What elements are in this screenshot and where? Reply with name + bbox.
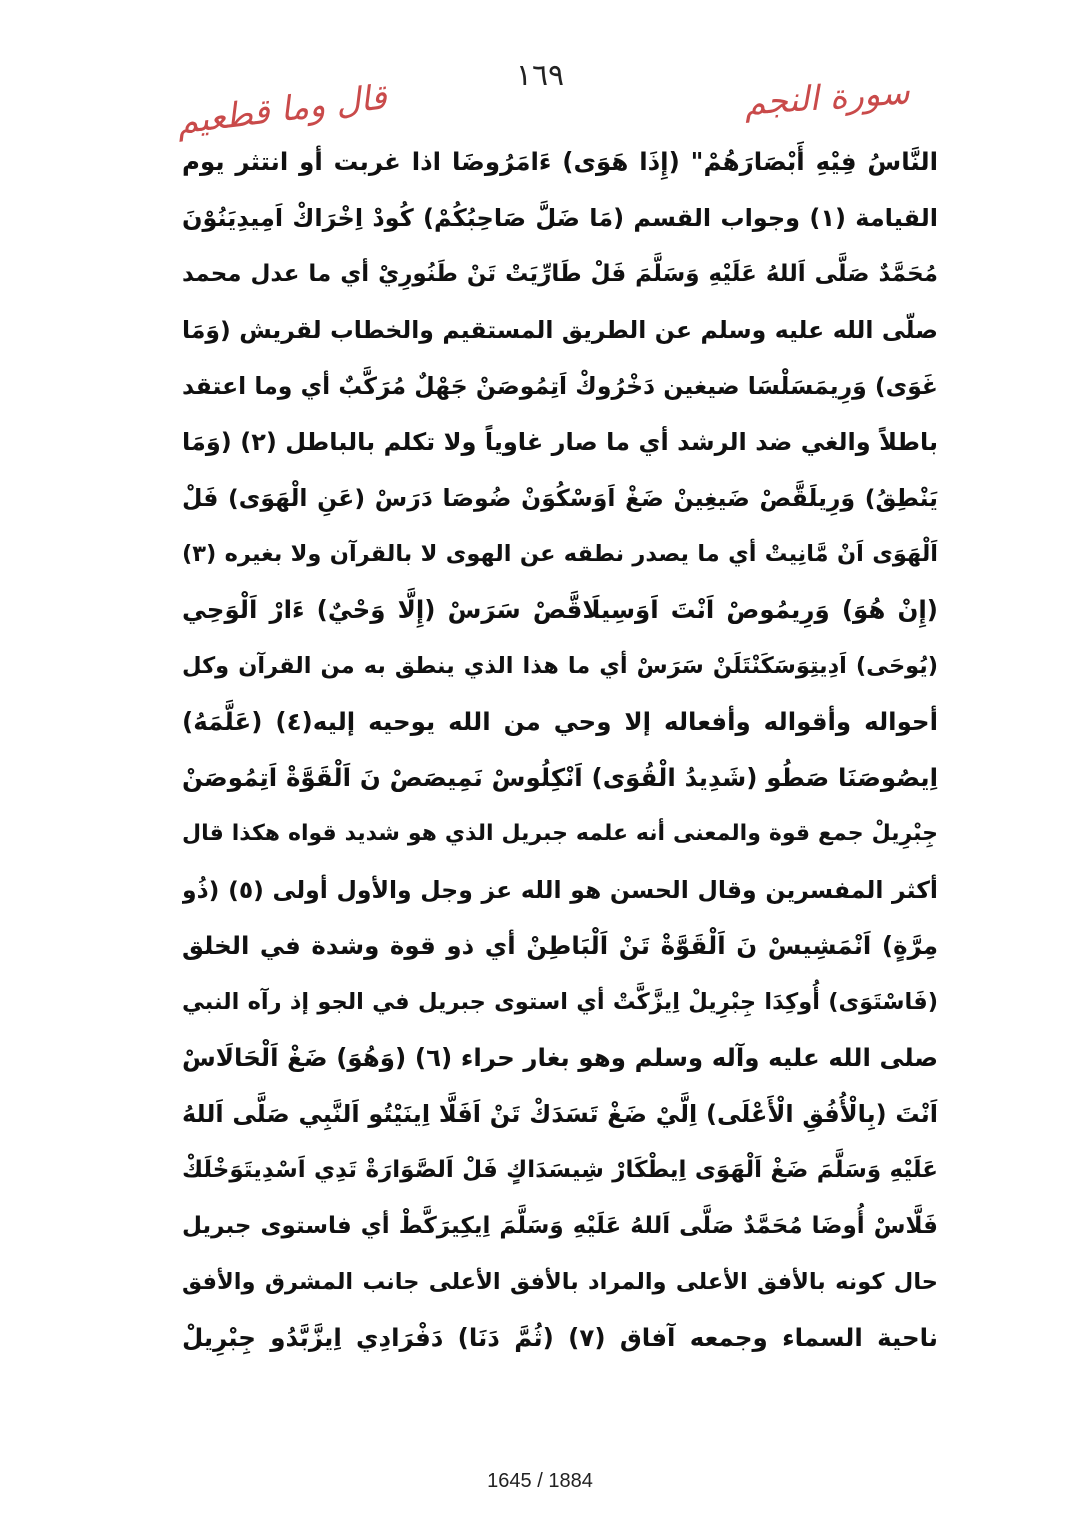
text-line: جِبْرِيلْ جمع قوة والمعنى أنه علمه جبريل الذي هو شديد قواه هكذا قال: [182, 821, 938, 846]
text-line: صلّى الله عليه وسلم عن الطريق المستقيم والخطاب لقريش (وَمَا: [182, 316, 938, 344]
text-line: يَنْطِقُ) وَرِيلَقَّصْ ضَيغِينْ ضَغْ اَوَسْكُوَنْ ضُوصَا دَرَسْ (عَنِ الْهَوَى) فَلْ: [182, 484, 938, 512]
text-line: اَلْهَوَى اَنْ مَّانِيتْ أي ما يصدر نطقه عن الهوى لا بالقرآن ولا بغيره (٣): [182, 541, 938, 567]
page-number: ١٦٩: [515, 58, 565, 93]
handwritten-margin-note: قال وما قطعيم: [174, 77, 390, 143]
text-line: القيامة (١) وجواب القسم (مَا ضَلَّ صَاحِبُكُمْ) كُودْ اِخْرَاكْ اَمِيدِيَنُوْنَ: [182, 204, 938, 232]
text-line: ناحية السماء وجمعه آفاق (٧) (ثُمَّ دَنَا) دَفْرَادِي اِيزَّبَّدُو جِبْرِيلْ: [182, 1323, 938, 1352]
document-body: [182, 134, 938, 1366]
text-line: اِيصُوصَنَا صَطُو (شَدِيدُ الْقُوَى) اَنْكِلُوسْ نَمِيصَصْ نَ اَلْقَوَّةْ اَتِمُوصَنْ: [182, 763, 938, 792]
text-line: عَلَيْهِ وَسَلَّمَ ضَغْ اَلْهَوَى اِيطْكَارْ شِيسَدَاكٍ فَلْ اَلصَّوَارَةْ تَدِي اَسْدِيتَوَخْلَكْ: [182, 1157, 938, 1183]
text-line: حال كونه بالأفق الأعلى والمراد بالأفق الأعلى جانب المشرق والأفق: [182, 1269, 938, 1295]
text-line: صلى الله عليه وآله وسلم وهو بغار حراء (٦) (وَهُوَ) ضَغْ اَلْحَالَاسْ: [182, 1043, 938, 1072]
text-line: غَوَى) وَرِيمَسَلْسَا ضيغين دَخْرُوكْ اَتِمُوصَنْ جَهْلٌ مُرَكَّبٌ أي وما اعتقد: [182, 372, 938, 400]
text-line: باطلاً والغي ضد الرشد أي ما صار غاوياً ولا تكلم بالباطل (٢) (وَمَا: [182, 428, 938, 456]
page-counter: 1645 / 1884: [487, 1470, 593, 1492]
text-line: اَنْتَ (بِالْأُفُقِ الْأَعْلَى) اِلَّيْ ضَغْ تَسَدَكْ تَنْ اَفَلَّا اِينَيْتُو اَلنَّبِي صَلَّى اَللهُ: [182, 1100, 938, 1128]
text-line: أحواله وأقواله وأفعاله إلا وحي من الله يوحيه إليه(٤) (عَلَّمَهُ): [182, 707, 938, 736]
handwritten-surah-note: سورة النجم: [743, 72, 912, 124]
text-line: فَلَّاسْ أُوضَا مُحَمَّدٌ صَلَّى اَللهُ عَلَيْهِ وَسَلَّمَ اِيكِيرَكَّطْ أي فاستوى جبريل: [182, 1213, 938, 1239]
text-line: (إِنْ هُوَ) وَرِيمُوصْ اَنْتَ اَوَسِيلَاقَّصْ سَرَسْ (إِلَّا وَحْيٌ) ءَارْ اَلْوَحِي: [182, 595, 938, 624]
text-line: أكثر المفسرين وقال الحسن هو الله عز وجل والأول أولى (٥) (ذُو: [182, 876, 938, 904]
text-line: النَّاسُ فِيْهِ أَبْصَارَهُمْ" (إِذَا هَوَى) ءَامَرُوضَا اذا غربت أو انتثر يوم: [182, 147, 938, 176]
text-line: (يُوحَى) اَدِيتِوَسَكَنْتَلَنْ سَرَسْ أي ما هذا الذي ينطق به من القرآن وكل: [182, 653, 938, 679]
text-line: (فَاسْتَوَى) أُوكِدَا جِبْرِيلْ اِيزَّكَّتْ أي استوى جبريل في الجو إذ رآه النبي: [182, 989, 938, 1015]
text-line: مُحَمَّدٌ صَلَّى اَللهُ عَلَيْهِ وَسَلَّمَ فَلْ طَارِّيَتْ تَنْ طَنُورِيْ أي ما عدل محمد: [182, 261, 938, 287]
text-line: مِرَّةٍ) اَنْمَشِيسْ نَ اَلْقَوَّةْ تَنْ اَلْبَاطِنْ أي ذو قوة وشدة في الخلق: [182, 931, 938, 960]
